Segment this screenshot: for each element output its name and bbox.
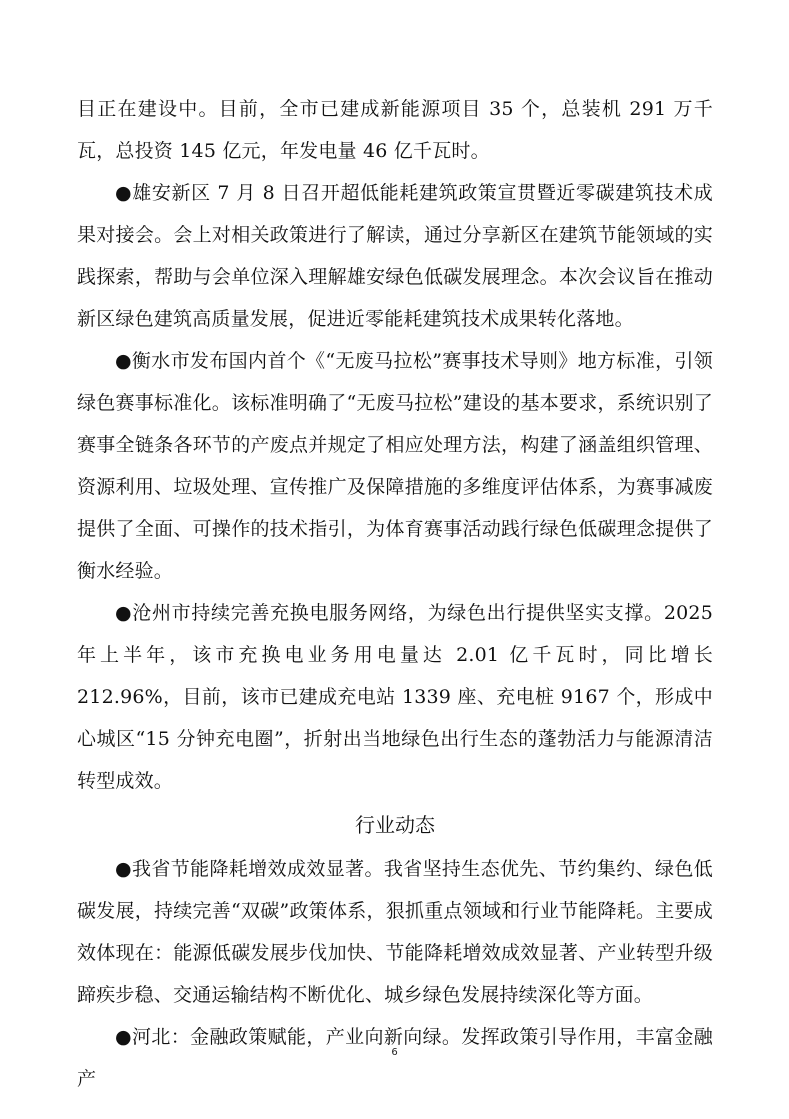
page-content [77,88,713,1100]
paragraph-cangzhou: ●沧州市持续完善充换电服务网络，为绿色出行提供坚实支撑。2025 年上半年，该市充换电业务用电量达 2.01 亿千瓦时，同比增长 212.96%，目前，该市已建成充电站 1339 座、充电桩 9167 个，形成中心城区“15 分钟充电圈”，折射出当地绿色出行生态的蓬勃活力与能源清洁转型成效。 [77,602,713,792]
paragraph-xiongan: ●雄安新区 7 月 8 日召开超低能耗建筑政策宣贯暨近零碳建筑技术成果对接会。会上对相关政策进行了解读，通过分享新区在建筑节能领域的实践探索，帮助与会单位深入理解雄安绿色低碳发展理念。本次会议旨在推动新区绿色建筑高质量发展，促进近零能耗建筑技术成果转化落地。 [77,182,713,330]
paragraph-hebei-finance: ●河北：金融政策赋能，产业向新向绿。发挥政策引导作用，丰富金融产 [77,1026,713,1090]
paragraph-hengshui: ●衡水市发布国内首个《“无废马拉松”赛事技术导则》地方标准，引领绿色赛事标准化。该标准明确了“无废马拉松”建设的基本要求，系统识别了赛事全链条各环节的产废点并规定了相应处理方法，构建了涵盖组织管理、资源利用、垃圾处理、宣传推广及保障措施的多维度评估体系，为赛事减废提供了全面、可操作的技术指引，为体育赛事活动践行绿色低碳理念提供了衡水经验。 [77,350,713,582]
paragraph-continued: 目正在建设中。目前，全市已建成新能源项目 35 个，总装机 291 万千瓦，总投资 145 亿元，年发电量 46 亿千瓦时。 [77,98,713,162]
paragraph-energy-saving: ●我省节能降耗增效成效显著。我省坚持生态优先、节约集约、绿色低碳发展，持续完善“双碳”政策体系，狠抓重点领域和行业节能降耗。主要成效体现在：能源低碳发展步伐加快、节能降耗增效成效显著、产业转型升级蹄疾步稳、交通运输结构不断优化、城乡绿色发展持续深化等方面。 [77,858,713,1006]
section-heading: 行业动态 [355,813,435,837]
page-number: 6 [391,1047,398,1058]
